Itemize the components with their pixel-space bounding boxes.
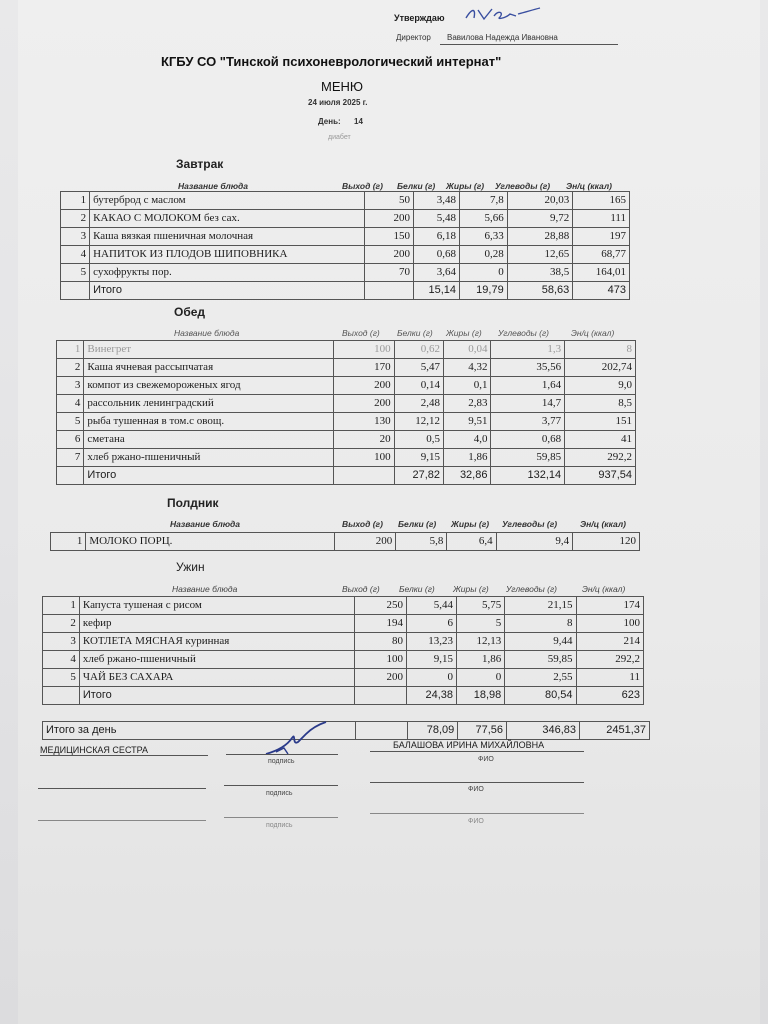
total-output-blank — [364, 282, 413, 300]
col-header-carbs: Углеводы (г) — [498, 328, 550, 338]
fat-value: 4,0 — [443, 431, 490, 449]
protein-value: 0,14 — [394, 377, 443, 395]
day-total-fat: 77,56 — [458, 722, 507, 740]
energy-value: 292,2 — [565, 449, 636, 467]
table-row — [57, 395, 636, 413]
fat-value: 0,1 — [443, 377, 490, 395]
breakfast-table — [60, 191, 630, 300]
row-number: 1 — [57, 341, 84, 359]
protein-value: 6,18 — [413, 228, 459, 246]
table-row — [43, 615, 644, 633]
day-total-energy: 2451,37 — [580, 722, 650, 740]
dish-name: КОТЛЕТА МЯСНАЯ куринная — [79, 633, 354, 651]
menu-document — [18, 0, 760, 1024]
carbs-value: 38,5 — [507, 264, 573, 282]
output-value: 20 — [334, 431, 395, 449]
dish-name: Каша вязкая пшеничная молочная — [90, 228, 364, 246]
dish-name: КАКАО С МОЛОКОМ без сах. — [90, 210, 364, 228]
carbs-value: 1,3 — [491, 341, 565, 359]
total-output-blank — [334, 467, 395, 485]
col-header-carbs: Углеводы (г) — [495, 181, 551, 191]
output-value: 100 — [334, 449, 395, 467]
fio-caption-3: ФИО — [468, 818, 484, 825]
total-energy: 473 — [573, 282, 630, 300]
fat-value: 0,04 — [443, 341, 490, 359]
col-header-fat: Жиры (г) — [446, 181, 485, 191]
protein-value: 9,15 — [407, 651, 457, 669]
day-total-blank — [355, 722, 407, 740]
energy-value: 164,01 — [573, 264, 630, 282]
table-row — [43, 597, 644, 615]
row-number: 1 — [61, 192, 90, 210]
total-fat: 18,98 — [457, 687, 505, 705]
table-row — [57, 413, 636, 431]
dish-name: компот из свежемороженых ягод — [84, 377, 334, 395]
carbs-value: 1,64 — [491, 377, 565, 395]
output-value: 250 — [354, 597, 406, 615]
carbs-value: 9,4 — [496, 533, 573, 551]
day-value: 14 — [354, 117, 363, 126]
total-label: Итого — [84, 467, 334, 485]
nurse-signature-icon — [262, 720, 342, 758]
dish-name: хлеб ржано-пшеничный — [79, 651, 354, 669]
total-blank — [61, 282, 90, 300]
col-header-protein: Белки (г) — [397, 181, 436, 191]
dish-name: бутерброд с маслом — [90, 192, 364, 210]
fat-value: 0 — [459, 264, 507, 282]
dish-name: НАПИТОК ИЗ ПЛОДОВ ШИПОВНИКА — [90, 246, 364, 264]
col-header-output: Выход (г) — [342, 519, 383, 529]
output-value: 200 — [334, 395, 395, 413]
output-value: 50 — [364, 192, 413, 210]
fio-caption: ФИО — [478, 756, 494, 763]
protein-value: 2,48 — [394, 395, 443, 413]
col-header-output: Выход (г) — [342, 181, 383, 191]
carbs-value: 14,7 — [491, 395, 565, 413]
table-row — [61, 264, 630, 282]
row-number: 5 — [43, 669, 80, 687]
fio-line-2 — [370, 782, 584, 783]
output-value: 170 — [334, 359, 395, 377]
row-number: 3 — [61, 228, 90, 246]
section-breakfast-title: Завтрак — [176, 157, 224, 171]
col-header-energy: Эн/ц (ккал) — [566, 181, 612, 191]
fio-line-3 — [370, 813, 584, 814]
energy-value: 100 — [576, 615, 643, 633]
dish-name: хлеб ржано-пшеничный — [84, 449, 334, 467]
row-number: 7 — [57, 449, 84, 467]
row-number: 5 — [61, 264, 90, 282]
output-value: 130 — [334, 413, 395, 431]
row-number: 4 — [43, 651, 80, 669]
day-total-protein: 78,09 — [407, 722, 458, 740]
fat-value: 0 — [457, 669, 505, 687]
dish-name: сметана — [84, 431, 334, 449]
row-number: 3 — [57, 377, 84, 395]
table-row — [57, 377, 636, 395]
col-header-energy: Эн/ц (ккал) — [582, 584, 626, 594]
row-number: 3 — [43, 633, 80, 651]
protein-value: 0 — [407, 669, 457, 687]
signature-line-2 — [224, 785, 338, 786]
day-total-carbs: 346,83 — [507, 722, 580, 740]
fat-value: 5 — [457, 615, 505, 633]
diet-label: диабет — [328, 134, 351, 141]
section-dinner-title: Ужин — [176, 560, 205, 574]
total-blank — [57, 467, 84, 485]
table-row — [61, 192, 630, 210]
section-lunch-title: Обед — [174, 305, 206, 319]
table-row — [57, 359, 636, 377]
director-label: Директор — [396, 33, 431, 42]
output-value: 70 — [364, 264, 413, 282]
dish-name: Винегрет — [84, 341, 334, 359]
carbs-value: 8 — [505, 615, 576, 633]
fat-value: 5,75 — [457, 597, 505, 615]
dish-name: МОЛОКО ПОРЦ. — [86, 533, 335, 551]
total-row — [57, 467, 636, 485]
protein-value: 6 — [407, 615, 457, 633]
snack-table — [50, 532, 640, 551]
dish-name: рыба тушенная в том.с овощ. — [84, 413, 334, 431]
energy-value: 11 — [576, 669, 643, 687]
output-value: 200 — [334, 377, 395, 395]
table-row — [61, 210, 630, 228]
col-header-output: Выход (г) — [342, 328, 380, 338]
day-total-row — [43, 722, 650, 740]
dish-name: ЧАЙ БЕЗ САХАРА — [79, 669, 354, 687]
carbs-value: 20,03 — [507, 192, 573, 210]
energy-value: 151 — [565, 413, 636, 431]
energy-value: 111 — [573, 210, 630, 228]
dinner-table — [42, 596, 644, 705]
table-row — [57, 341, 636, 359]
total-row — [61, 282, 630, 300]
table-row — [57, 431, 636, 449]
protein-value: 5,48 — [413, 210, 459, 228]
table-row — [43, 669, 644, 687]
carbs-value: 9,72 — [507, 210, 573, 228]
day-label: День: — [318, 117, 341, 126]
carbs-value: 9,44 — [505, 633, 576, 651]
output-value: 200 — [364, 210, 413, 228]
energy-value: 197 — [573, 228, 630, 246]
col-header-carbs: Углеводы (г) — [502, 519, 558, 529]
day-total-table — [42, 721, 650, 740]
col-header-protein: Белки (г) — [399, 584, 435, 594]
carbs-value: 28,88 — [507, 228, 573, 246]
dish-name: кефир — [79, 615, 354, 633]
signature-caption-2: подпись — [266, 790, 293, 797]
director-name: Вавилова Надежда Ивановна — [447, 33, 558, 42]
fat-value: 1,86 — [443, 449, 490, 467]
signature-line-3 — [224, 817, 338, 818]
signature-caption-3: подпись — [266, 822, 293, 829]
dish-name: Капуста тушеная с рисом — [79, 597, 354, 615]
total-carbs: 58,63 — [507, 282, 573, 300]
fat-value: 0,28 — [459, 246, 507, 264]
col-header-fat: Жиры (г) — [446, 328, 482, 338]
carbs-value: 59,85 — [491, 449, 565, 467]
col-header-fat: Жиры (г) — [453, 584, 489, 594]
energy-value: 9,0 — [565, 377, 636, 395]
col-header-name: Название блюда — [174, 328, 240, 338]
output-value: 150 — [364, 228, 413, 246]
protein-value: 0,5 — [394, 431, 443, 449]
fat-value: 5,66 — [459, 210, 507, 228]
fat-value: 9,51 — [443, 413, 490, 431]
energy-value: 214 — [576, 633, 643, 651]
section-snack-title: Полдник — [167, 496, 219, 510]
carbs-value: 3,77 — [491, 413, 565, 431]
energy-value: 165 — [573, 192, 630, 210]
row-number: 2 — [43, 615, 80, 633]
protein-value: 3,48 — [413, 192, 459, 210]
col-header-fat: Жиры (г) — [451, 519, 490, 529]
table-row — [51, 533, 640, 551]
organization-name: КГБУ СО "Тинской психоневрологический интернат" — [161, 54, 502, 69]
energy-value: 8 — [565, 341, 636, 359]
protein-value: 5,47 — [394, 359, 443, 377]
nurse-role-label: МЕДИЦИНСКАЯ СЕСТРА — [40, 745, 149, 755]
row-number: 6 — [57, 431, 84, 449]
col-header-output: Выход (г) — [342, 584, 380, 594]
output-value: 80 — [354, 633, 406, 651]
carbs-value: 21,15 — [505, 597, 576, 615]
total-energy: 937,54 — [565, 467, 636, 485]
energy-value: 292,2 — [576, 651, 643, 669]
protein-value: 13,23 — [407, 633, 457, 651]
energy-value: 202,74 — [565, 359, 636, 377]
row-number: 1 — [51, 533, 86, 551]
total-energy: 623 — [576, 687, 643, 705]
nurse-name: БАЛАШОВА ИРИНА МИХАЙЛОВНА — [393, 740, 545, 750]
col-header-name: Название блюда — [170, 519, 241, 529]
fat-value: 4,32 — [443, 359, 490, 377]
row-number: 1 — [43, 597, 80, 615]
carbs-value: 0,68 — [491, 431, 565, 449]
dish-name: рассольник ленинградский — [84, 395, 334, 413]
total-fat: 19,79 — [459, 282, 507, 300]
nurse-role-line — [40, 755, 208, 756]
approve-label: Утверждаю — [394, 13, 445, 23]
output-value: 200 — [335, 533, 396, 551]
row-number: 2 — [61, 210, 90, 228]
fat-value: 2,83 — [443, 395, 490, 413]
col-header-protein: Белки (г) — [398, 519, 437, 529]
day-total-label: Итого за день — [43, 722, 356, 740]
col-header-carbs: Углеводы (г) — [506, 584, 558, 594]
row-number: 2 — [57, 359, 84, 377]
fat-value: 6,4 — [447, 533, 496, 551]
energy-value: 174 — [576, 597, 643, 615]
output-value: 194 — [354, 615, 406, 633]
carbs-value: 35,56 — [491, 359, 565, 377]
signature-caption: подпись — [268, 758, 295, 765]
total-label: Итого — [90, 282, 364, 300]
output-value: 100 — [334, 341, 395, 359]
role-line-2 — [38, 788, 206, 789]
protein-value: 3,64 — [413, 264, 459, 282]
table-row — [43, 633, 644, 651]
dish-name: сухофрукты пор. — [90, 264, 364, 282]
carbs-value: 59,85 — [505, 651, 576, 669]
col-header-name: Название блюда — [172, 584, 238, 594]
total-protein: 15,14 — [413, 282, 459, 300]
fat-value: 6,33 — [459, 228, 507, 246]
total-carbs: 132,14 — [491, 467, 565, 485]
protein-value: 5,8 — [396, 533, 447, 551]
total-fat: 32,86 — [443, 467, 490, 485]
director-signature-icon — [462, 4, 542, 24]
total-output-blank — [354, 687, 406, 705]
protein-value: 0,68 — [413, 246, 459, 264]
table-row — [57, 449, 636, 467]
output-value: 100 — [354, 651, 406, 669]
fat-value: 7,8 — [459, 192, 507, 210]
director-line — [440, 44, 618, 45]
carbs-value: 12,65 — [507, 246, 573, 264]
energy-value: 120 — [573, 533, 640, 551]
total-protein: 27,82 — [394, 467, 443, 485]
carbs-value: 2,55 — [505, 669, 576, 687]
col-header-protein: Белки (г) — [397, 328, 433, 338]
row-number: 4 — [61, 246, 90, 264]
fat-value: 1,86 — [457, 651, 505, 669]
row-number: 5 — [57, 413, 84, 431]
total-label: Итого — [79, 687, 354, 705]
total-row — [43, 687, 644, 705]
page-title: МЕНЮ — [321, 79, 364, 94]
table-row — [61, 228, 630, 246]
lunch-table — [56, 340, 636, 485]
col-header-energy: Эн/ц (ккал) — [580, 519, 626, 529]
total-blank — [43, 687, 80, 705]
nurse-name-line — [370, 751, 584, 752]
table-row — [43, 651, 644, 669]
output-value: 200 — [364, 246, 413, 264]
output-value: 200 — [354, 669, 406, 687]
protein-value: 12,12 — [394, 413, 443, 431]
fio-caption-2: ФИО — [468, 786, 484, 793]
row-number: 4 — [57, 395, 84, 413]
total-carbs: 80,54 — [505, 687, 576, 705]
col-header-energy: Эн/ц (ккал) — [571, 328, 615, 338]
signature-line — [226, 754, 338, 755]
energy-value: 8,5 — [565, 395, 636, 413]
role-line-3 — [38, 820, 206, 821]
col-header-name: Название блюда — [178, 181, 249, 191]
menu-date: 24 июля 2025 г. — [308, 98, 368, 107]
protein-value: 9,15 — [394, 449, 443, 467]
energy-value: 68,77 — [573, 246, 630, 264]
total-protein: 24,38 — [407, 687, 457, 705]
fat-value: 12,13 — [457, 633, 505, 651]
protein-value: 5,44 — [407, 597, 457, 615]
dish-name: Каша ячневая рассыпчатая — [84, 359, 334, 377]
table-row — [61, 246, 630, 264]
energy-value: 41 — [565, 431, 636, 449]
protein-value: 0,62 — [394, 341, 443, 359]
